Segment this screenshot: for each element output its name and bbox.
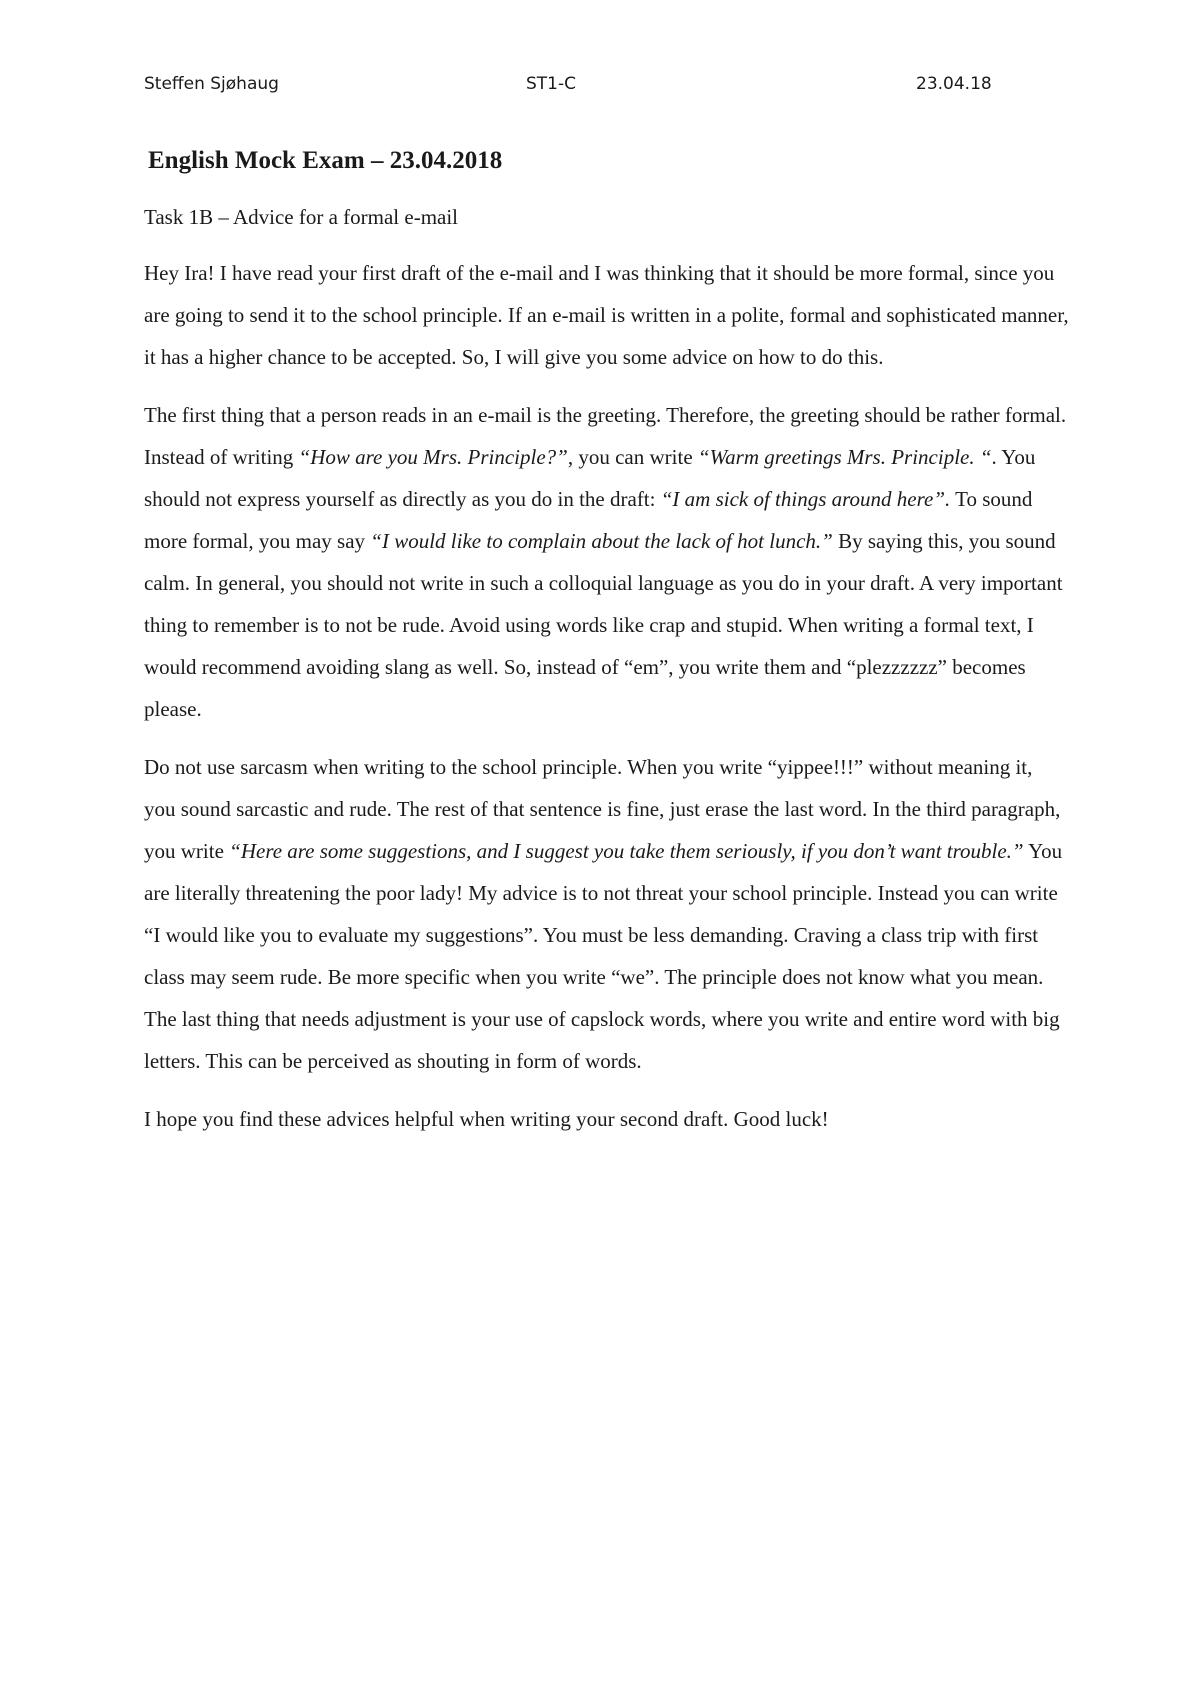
quoted-example: “Warm greetings Mrs. Principle. “	[697, 445, 992, 469]
paragraph-text: To sound more formal, you may say	[144, 487, 1033, 553]
quoted-example: “I would like to complain about the lack of hot lunch.”	[370, 529, 833, 553]
header-author: Steffen Sjøhaug	[144, 74, 279, 94]
paragraph-text: , you can write	[567, 445, 698, 469]
quoted-example: “I am sick of things around here”.	[660, 487, 951, 511]
paragraph-text: . You should not express yourself as directly as you do in the draft:	[144, 445, 1036, 511]
document-body	[144, 140, 1069, 1140]
paragraph-text: I hope you find these advices helpful when writing your second draft. Good luck!	[144, 1107, 829, 1131]
task-heading: Task 1B – Advice for a formal e-mail	[144, 205, 459, 229]
header-date: 23.04.18	[916, 74, 992, 94]
quoted-example: “How are you Mrs. Principle?”	[298, 445, 568, 469]
paragraph-text: Do not use sarcasm when writing to the school principle. When you write “yippee!!!” without meaning it, you sound sarcastic and rude. The rest of that sentence is fine, just erase the last word. In the third paragraph, you write	[144, 755, 1061, 863]
paragraph-text: You are literally threatening the poor lady! My advice is to not threat your school principle. Instead you can write “I would like you to evaluate my suggestions”. You must be less demanding. Craving a class trip with first class may seem rude. Be more specific when you write “we”. The principle does not know what you mean. The last thing that needs adjustment is your use of capslock words, where you write and entire word with big letters. This can be perceived as shouting in form of words.	[144, 839, 1063, 1073]
page-header	[0, 74, 1200, 104]
body-paragraph	[144, 1098, 1069, 1140]
paragraph-text: Hey Ira! I have read your first draft of the e-mail and I was thinking that it should be more formal, since you are going to send it to the school principle. If an e-mail is written in a polite, formal and sophisticated manner, it has a higher chance to be accepted. So, I will give you some advice on how to do this.	[144, 261, 1069, 369]
paragraphs-container	[144, 252, 1069, 1140]
header-class-code: ST1-C	[526, 74, 576, 94]
body-paragraph	[144, 746, 1069, 1082]
quoted-example: “Here are some suggestions, and I suggest you take them seriously, if you don’t want trouble.”	[229, 839, 1024, 863]
body-paragraph	[144, 394, 1069, 730]
paragraph-text: By saying this, you sound calm. In general, you should not write in such a colloquial language as you do in your draft. A very important thing to remember is to not be rude. Avoid using words like crap and stupid. When writing a formal text, I would recommend avoiding slang as well. So, instead of “em”, you write them and “plezzzzzz” becomes please.	[144, 529, 1063, 721]
body-paragraph	[144, 252, 1069, 378]
paragraph-text: The first thing that a person reads in an e-mail is the greeting. Therefore, the greeting should be rather formal. Instead of writing	[144, 403, 1067, 469]
document-title: English Mock Exam – 23.04.2018	[148, 147, 503, 174]
